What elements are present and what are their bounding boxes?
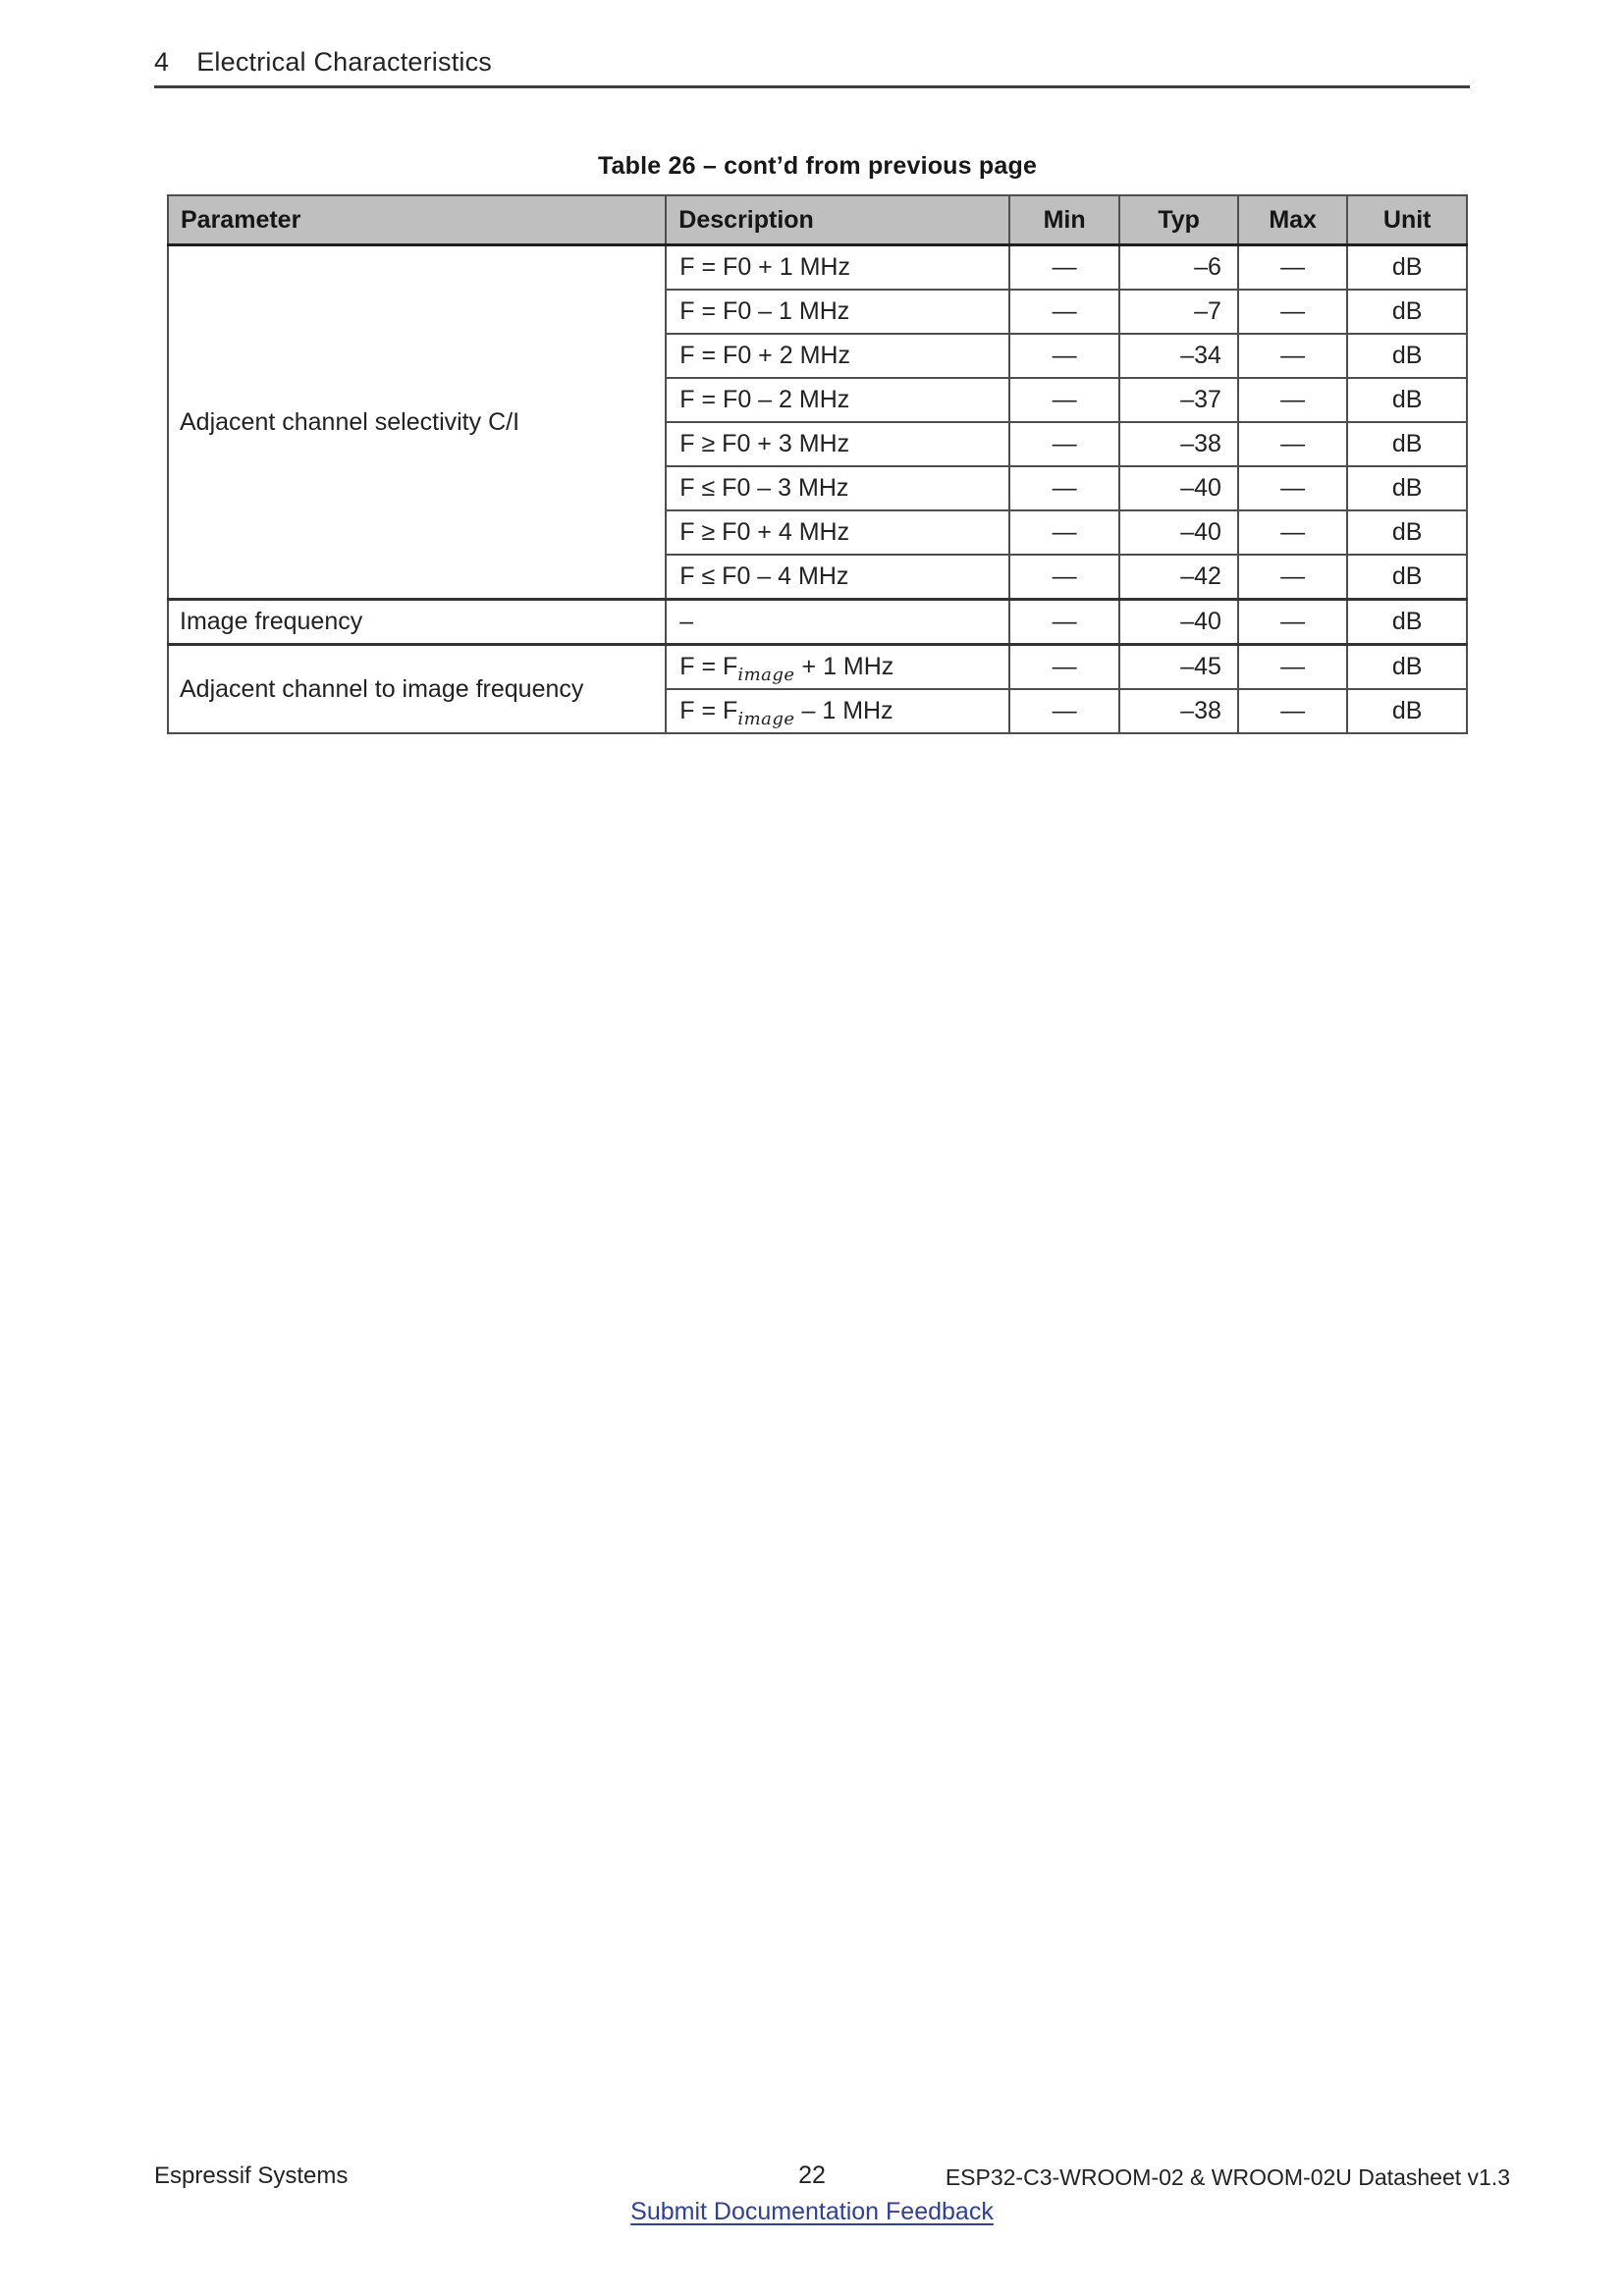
section-title: Electrical Characteristics	[196, 47, 492, 77]
table-caption: Table 26 – cont’d from previous page	[597, 152, 1038, 180]
subscript-label: image	[737, 665, 795, 685]
cell-unit: dB	[1347, 600, 1467, 645]
cell-max: —	[1238, 290, 1348, 334]
heading-rule	[154, 85, 1470, 88]
cell-min: —	[1009, 290, 1120, 334]
cell-typ: –40	[1119, 510, 1238, 555]
footer-company: Espressif Systems	[154, 2163, 349, 2189]
cell-min: —	[1009, 378, 1120, 422]
cell-description: F ≥ F0 + 3 MHz	[666, 422, 1009, 466]
cell-typ: –34	[1119, 334, 1238, 378]
column-header-min: Min	[1009, 195, 1120, 245]
cell-unit: dB	[1347, 422, 1467, 466]
column-header-unit: Unit	[1347, 195, 1467, 245]
cell-description: –	[666, 600, 1009, 645]
cell-description: F = F0 – 1 MHz	[666, 290, 1009, 334]
column-header-max: Max	[1238, 195, 1348, 245]
cell-max: —	[1238, 334, 1348, 378]
cell-min: —	[1009, 510, 1120, 555]
cell-max: —	[1238, 510, 1348, 555]
cell-description: $F = F_{image} - 1$ MHz	[666, 689, 1009, 733]
cell-max: —	[1238, 645, 1348, 690]
table-container	[167, 152, 1468, 734]
cell-unit: dB	[1347, 334, 1467, 378]
cell-min: —	[1009, 689, 1120, 733]
cell-unit: dB	[1347, 290, 1467, 334]
table-body	[168, 245, 1467, 734]
subscript-label: image	[737, 709, 795, 729]
column-header-parameter: Parameter	[168, 195, 666, 245]
cell-unit: dB	[1347, 378, 1467, 422]
column-header-typ: Typ	[1119, 195, 1238, 245]
table-header-row	[168, 195, 1467, 245]
cell-typ: –42	[1119, 555, 1238, 600]
column-header-description: Description	[666, 195, 1009, 245]
cell-max: —	[1238, 600, 1348, 645]
cell-description: F ≥ F0 + 4 MHz	[666, 510, 1009, 555]
cell-min: —	[1009, 600, 1120, 645]
cell-min: —	[1009, 245, 1120, 291]
cell-max: —	[1238, 422, 1348, 466]
cell-unit: dB	[1347, 510, 1467, 555]
cell-unit: dB	[1347, 245, 1467, 291]
cell-parameter: Adjacent channel selectivity C/I	[168, 245, 666, 600]
cell-typ: –40	[1119, 466, 1238, 510]
footer-link-row	[0, 2198, 1624, 2226]
electrical-characteristics-table	[167, 194, 1468, 734]
cell-min: —	[1009, 422, 1120, 466]
cell-unit: dB	[1347, 645, 1467, 690]
cell-typ: –38	[1119, 689, 1238, 733]
table-row	[168, 245, 1467, 291]
cell-description: $F = F_{image} + 1$ MHz	[666, 645, 1009, 690]
section-number: 4	[154, 47, 170, 77]
cell-parameter: Image frequency	[168, 600, 666, 645]
cell-max: —	[1238, 466, 1348, 510]
cell-typ: –7	[1119, 290, 1238, 334]
cell-min: —	[1009, 645, 1120, 690]
cell-description: F ≤ F0 – 4 MHz	[666, 555, 1009, 600]
footer-page-number: 22	[798, 2162, 826, 2189]
table-row	[168, 645, 1467, 690]
cell-max: —	[1238, 689, 1348, 733]
cell-typ: –37	[1119, 378, 1238, 422]
cell-min: —	[1009, 555, 1120, 600]
section-heading	[154, 47, 492, 78]
cell-description: F = F0 + 2 MHz	[666, 334, 1009, 378]
cell-parameter: Adjacent channel to image frequency	[168, 645, 666, 734]
cell-typ: –38	[1119, 422, 1238, 466]
cell-unit: dB	[1347, 555, 1467, 600]
submit-feedback-link[interactable]: Submit Documentation Feedback	[630, 2198, 994, 2225]
cell-typ: –6	[1119, 245, 1238, 291]
cell-max: —	[1238, 378, 1348, 422]
cell-typ: –40	[1119, 600, 1238, 645]
cell-description: F = F0 + 1 MHz	[666, 245, 1009, 291]
cell-unit: dB	[1347, 466, 1467, 510]
cell-typ: –45	[1119, 645, 1238, 690]
cell-description: F ≤ F0 – 3 MHz	[666, 466, 1009, 510]
table-row	[168, 600, 1467, 645]
cell-min: —	[1009, 466, 1120, 510]
footer-doc-title: ESP32-C3-WROOM-02 & WROOM-02U Datasheet v1.3	[945, 2164, 1510, 2190]
cell-max: —	[1238, 555, 1348, 600]
cell-min: —	[1009, 334, 1120, 378]
cell-description: F = F0 – 2 MHz	[666, 378, 1009, 422]
cell-max: —	[1238, 245, 1348, 291]
cell-unit: dB	[1347, 689, 1467, 733]
